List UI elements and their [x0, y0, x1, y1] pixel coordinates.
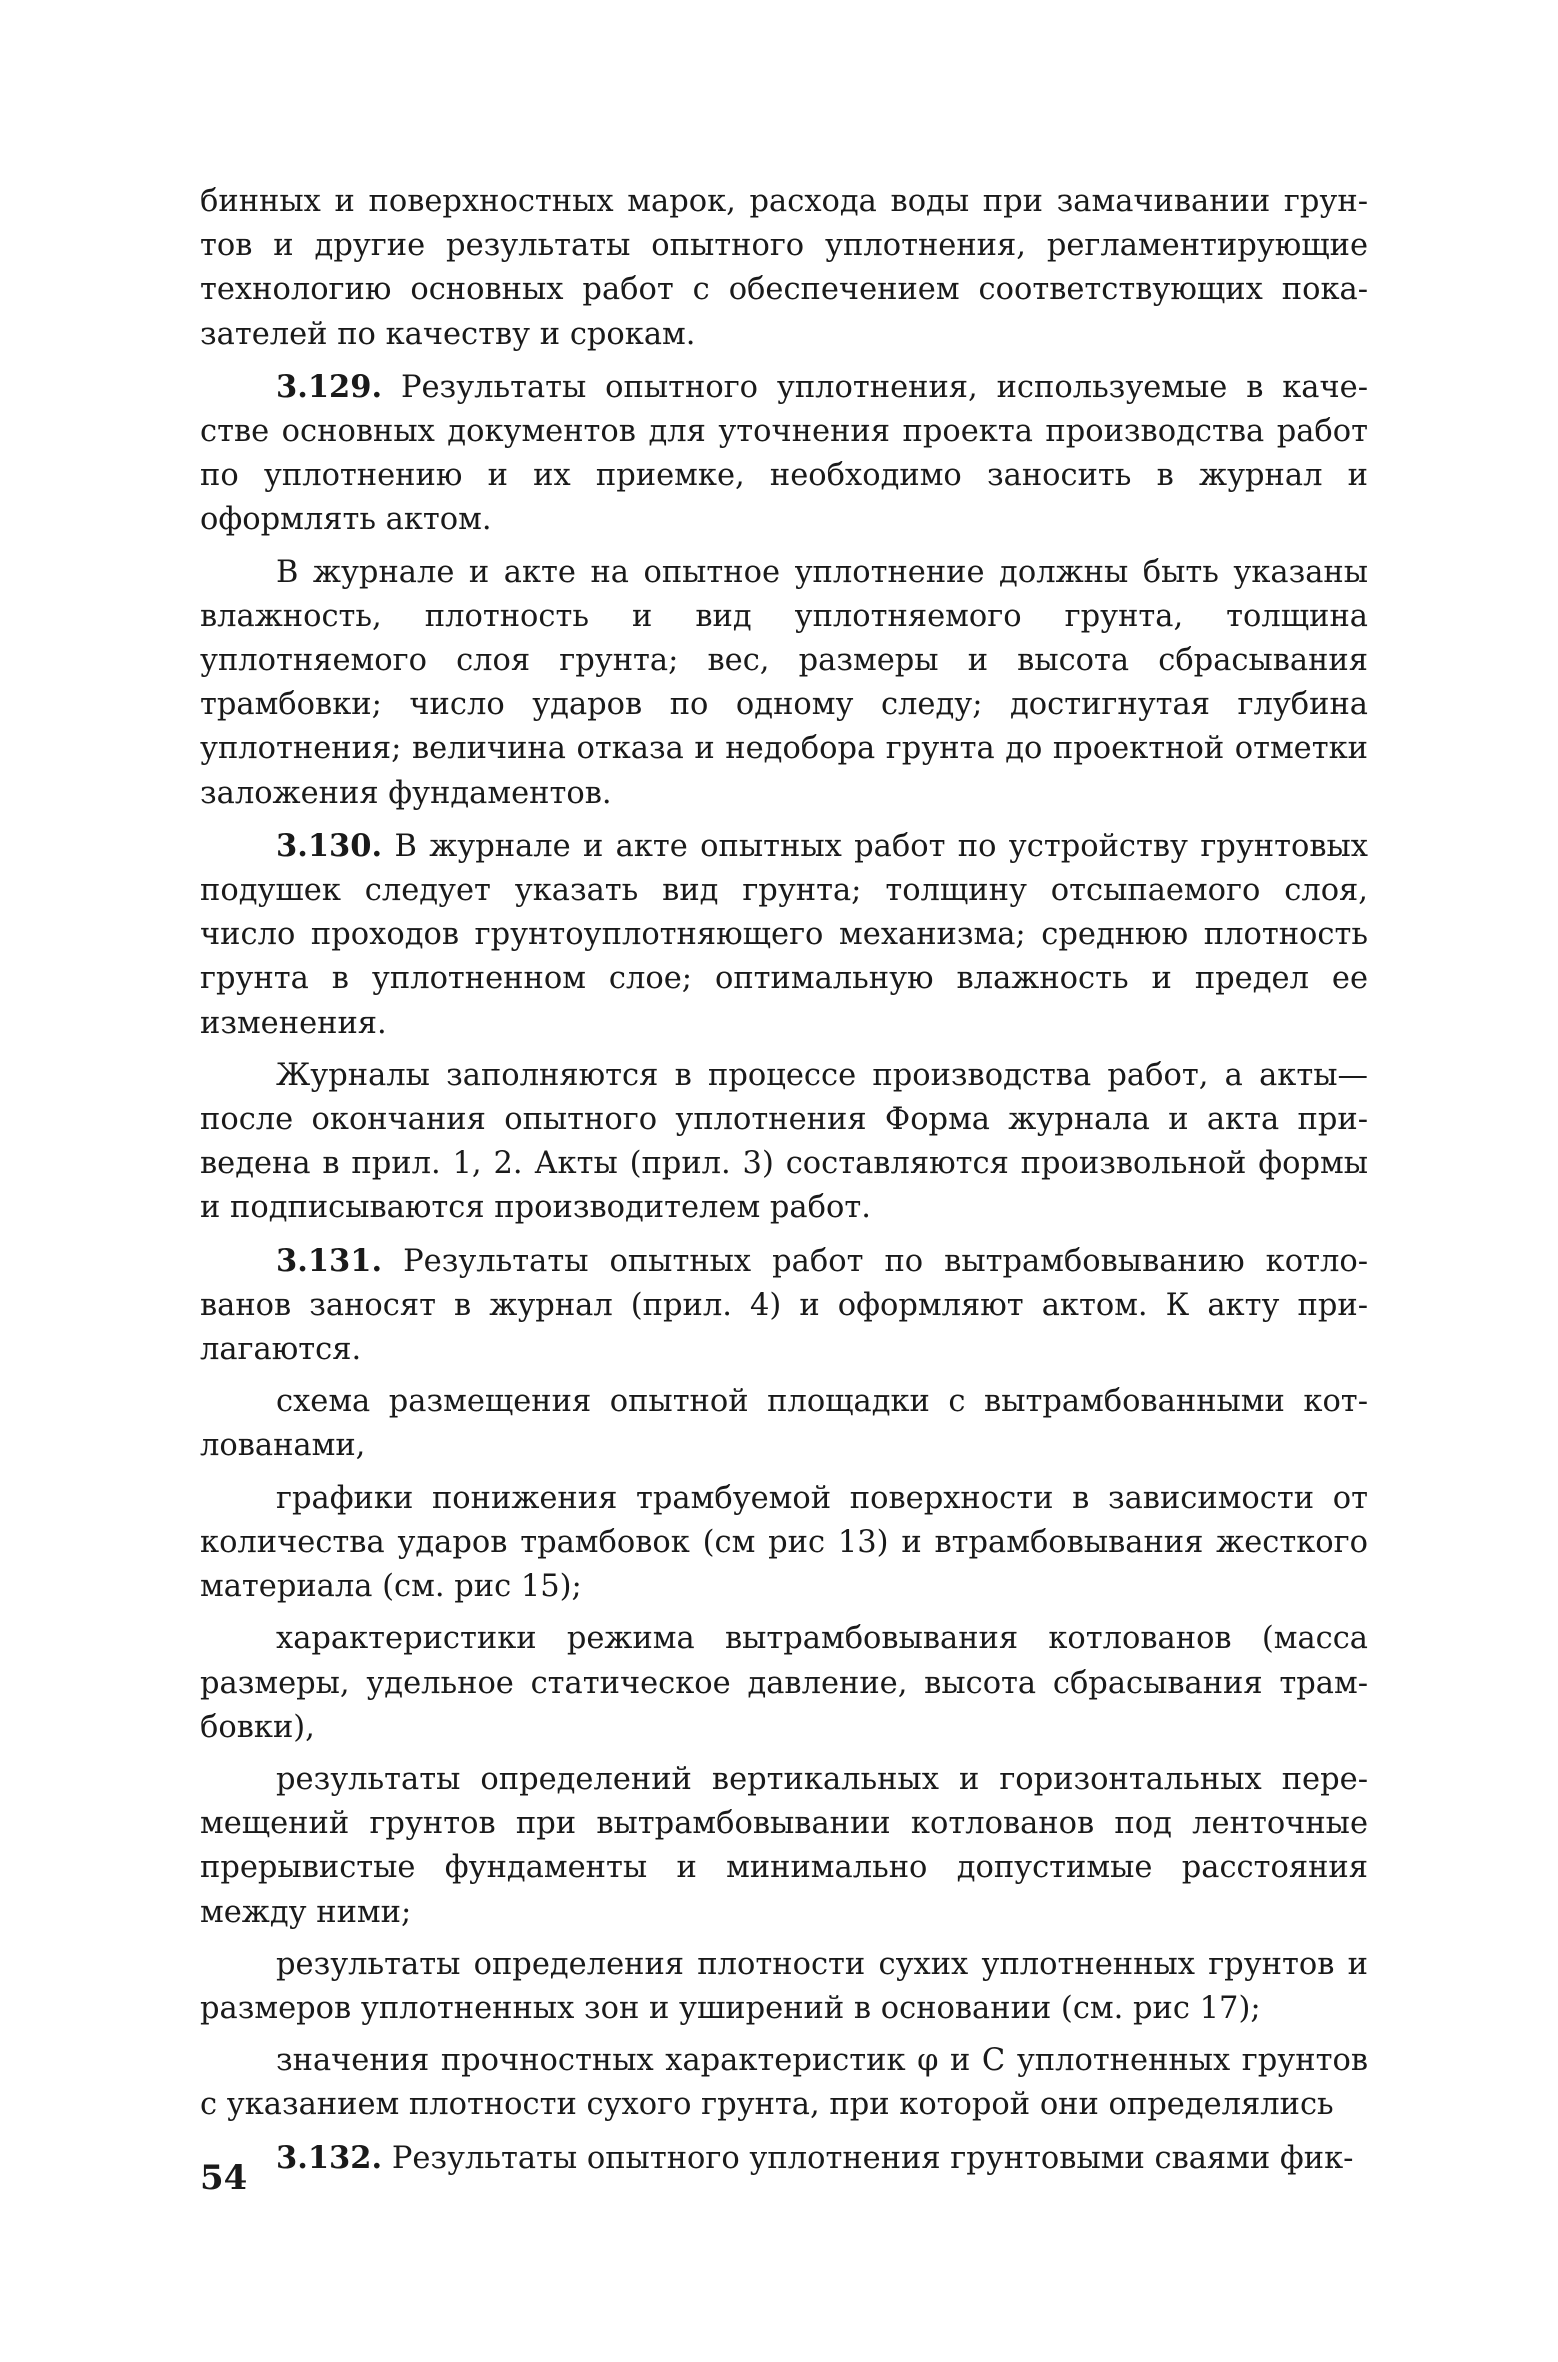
paragraph-3-130: 3.130. В журнале и акте опытных работ по устройству грунтовых подушек следует указать вид грунта; толщину отсыпаемого слоя, число проходов грунтоуплотняющего механизма; среднюю плотность грунта в уплотненном слое; оптимальную влажность и предел ее изменения.	[200, 827, 1368, 1041]
paragraph-3-129: 3.129. Результаты опытного уплотнения, используемые в качестве основных документов для уточнения проекта производства работ по уплотнению и их приемке, необходимо заносить в журнал и оформлять актом.	[200, 368, 1368, 538]
section-number: 3.130.	[276, 827, 383, 864]
list-item-graphs: графики понижения трамбуемой поверхности в зависимости от количества ударов трамбовок (см рис 13) и втрамбовывания жесткого материала (см. рис 15);	[200, 1480, 1368, 1605]
section-number: 3.132.	[276, 2139, 383, 2176]
paragraph-3-132: 3.132. Результаты опытного уплотнения грунтовыми сваями фик-	[276, 2139, 1354, 2176]
list-item-displacements: результаты определений вертикальных и горизонтальных перемещений грунтов при вытрамбовывании котлованов под ленточные прерывистые фундаменты и минимально допустимые расстояния между ними;	[200, 1761, 1368, 1930]
list-item-scheme: схема размещения опытной площадки с вытрамбованными котлованами,	[200, 1384, 1368, 1464]
paragraph-journals-filled: Журналы заполняются в процессе производства работ, а акты— после окончания опытного уплотнения Форма журнала и акта приведена в прил. 1, 2. Акты (прил. 3) составляются произвольной формы и подписываются производителем работ.	[200, 1057, 1368, 1226]
page-number: 54	[200, 2158, 248, 2198]
section-number: 3.131.	[276, 1242, 383, 1279]
page-body	[200, 180, 1368, 2189]
list-item-characteristics: характеристики режима вытрамбовывания котлованов (масса размеры, удельное статическое давление, высота сбрасывания трамбовки),	[200, 1621, 1368, 1745]
paragraph-continuation: бинных и поверхностных марок, расхода воды при замачивании грунтов и другие результаты опытного уплотнения, регламентирующие технологию основных работ с обеспечением соответствующих показателей по качеству и срокам.	[200, 184, 1368, 352]
list-item-strength: значения прочностных характеристик φ и C уплотненных грунтов с указанием плотности сухого грунта, при которой они определялись	[200, 2043, 1368, 2123]
list-item-density: результаты определения плотности сухих уплотненных грунтов и размеров уплотненных зон и уширений в основании (см. рис 17);	[200, 1946, 1368, 2026]
paragraph-3-131: 3.131. Результаты опытных работ по вытрамбовыванию котлованов заносят в журнал (прил. 4) и оформляют актом. К акту прилагаются.	[200, 1242, 1368, 1368]
paragraph-journal-contents: В журнале и акте на опытное уплотнение должны быть указаны влажность, плотность и вид уплотняемого грунта, толщина уплотняемого слоя грунта; вес, размеры и высота сбрасывания трамбовки; число ударов по одному следу; достигнутая глубина уплотнения; величина отказа и недобора грунта до проектной отметки заложения фундаментов.	[200, 554, 1368, 811]
section-number: 3.129.	[276, 368, 383, 405]
